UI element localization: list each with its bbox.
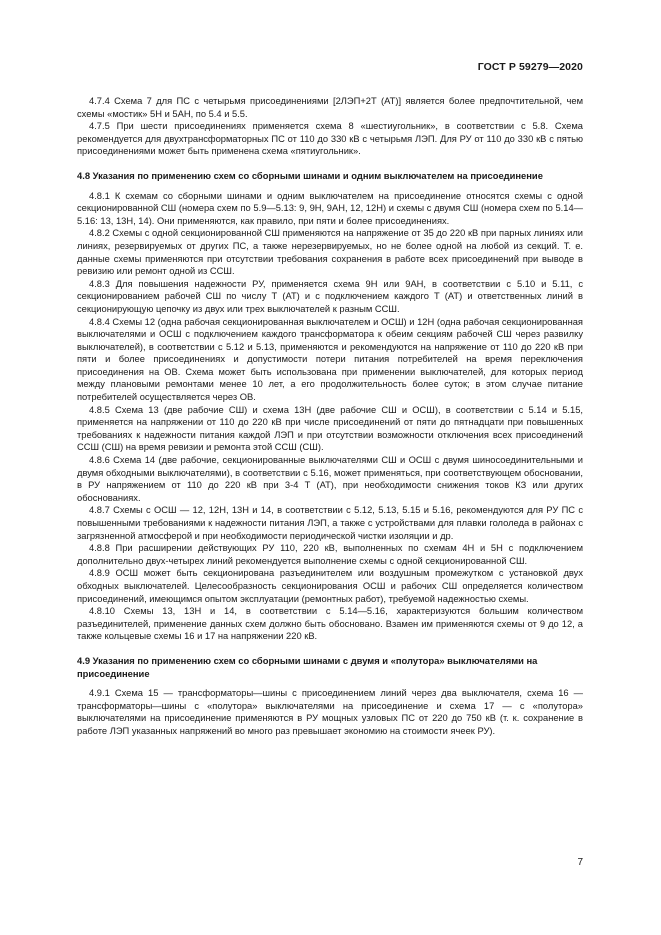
page-number: 7: [577, 857, 583, 868]
document-header-id: ГОСТ Р 59279—2020: [477, 61, 583, 73]
paragraph-4-8-1: 4.8.1 К схемам со сборными шинами и одним выключателем на присоединение относятся схемы с одной секционированной СШ (номера схем по 5.9—5.13: 9, 9Н, 9АН, 12, 12Н) и схемы с двумя СШ (номера схем по 5.14—5.16: 13, 13Н, 14). Они применяются, как правило, при пяти и более присоединениях.: [77, 190, 583, 226]
paragraph-4-8-2: 4.8.2 Схемы с одной секционированной СШ применяются на напряжение от 35 до 220 кВ при парных линиях или линиях, резервируемых от других ПС, а также нерезервируемых, но не более одной на любой из секций. Т. е. данные схемы применяются при отсутствии требования сохранения в работе всех присоединений при выводе в ревизию или ремонт одной из ССШ.: [77, 228, 583, 277]
section-heading-4-8: 4.8 Указания по применению схем со сборными шинами и одним выключателем на присоединение: [77, 169, 543, 181]
section-heading-4-9: 4.9 Указания по применению схем со сборными шинами с двумя и «полутора» выключателями на присоединение: [77, 654, 538, 679]
paragraph-4-8-10: 4.8.10 Схемы 13, 13Н и 14, в соответствии с 5.14—5.16, характеризуются большим количеством разъединителей, применение данных схем должно быть обосновано. Взамен им применяются схемы от 9 до 12, а также кольцевые схемы 16 и 17 на напряжении 220 кВ.: [77, 606, 583, 642]
paragraph-4-8-6: 4.8.6 Схема 14 (две рабочие, секционированные выключателями СШ и ОСШ с двумя шиносоединительными и двумя обходными выключателями), в соответствии с 5.16, может применяться, при соответствующем обосновании, в РУ напряжением от 110 до 220 кВ при 3-4 Т (АТ), при необходимости снижения токов КЗ или других обоснованиях.: [77, 455, 583, 503]
document-body: [77, 95, 583, 738]
paragraph-4-8-4: 4.8.4 Схемы 12 (одна рабочая секционированная выключателем и ОСШ) и 12Н (одна рабочая секционированная выключателями и ОСШ с подключением каждого трансформатора к обеим секциям рабочей СШ через развилку выключателей), в соответствии с 5.12 и 5.13, применяются и рекомендуются на напряжение от 110 до 220 кВ при пяти и более присоединениях и допустимости потери питания потребителей на время переключения присоединения на ОВ. Схема может быть использована при применении выключателей, для которых период между плановыми ремонтами менее 10 лет, а его продолжительность более суток; в этом случае питание потребителей осуществляется через ОВ.: [77, 316, 583, 403]
paragraph-4-9-1: 4.9.1 Схема 15 — трансформаторы—шины с присоединением линий через два выключателя, схема 16 — трансформаторы—шины с «полутора» выключателями на присоединение и схема 17 — с «полутора» выключателями на присоединение применяются в РУ мощных узловых ПС от 220 до 750 кВ (т. к. сохранение в работе ЛЭП указанных напряжений во много раз превышает экономию на стоимости ячеек РУ).: [77, 688, 583, 736]
paragraph-4-8-3: 4.8.3 Для повышения надежности РУ, применяется схема 9Н или 9АН, в соответствии с 5.10 и 5.11, с секционированием рабочей СШ по числу Т (АТ) и с подключением каждого Т (АТ) и ответственных линий в секционирующую цепочку из двух или трех выключателей к разным ССШ.: [77, 278, 583, 314]
paragraph-4-7-4: 4.7.4 Схема 7 для ПС с четырьмя присоединениями [2ЛЭП+2Т (АТ)] является более предпочтительной, чем схемы «мостик» 5Н и 5АН, по 5.4 и 5.5.: [77, 96, 583, 119]
paragraph-4-8-9: 4.8.9 ОСШ может быть секционирована разъединителем или воздушным промежутком с установкой двух обходных выключателей. Целесообразность секционирования ОСШ и рабочих СШ определяется количеством присоединений, имеющимся опытом эксплуатации (ремонтных работ), требуемой надежностью схемы.: [77, 568, 583, 604]
paragraph-4-8-5: 4.8.5 Схема 13 (две рабочие СШ) и схема 13Н (две рабочие СШ и ОСШ), в соответствии с 5.14 и 5.15, применяется на напряжении от 110 до 220 кВ при числе присоединений от пяти до пятнадцати при повышенных требованиях к надежности питания каждой ЛЭП и при отсутствии возможности отключения всех присоединений ССШ (СШ) на время ревизии и ремонта этой ССШ (СШ).: [77, 404, 583, 453]
paragraph-4-8-8: 4.8.8 При расширении действующих РУ 110, 220 кВ, выполненных по схемам 4Н и 5Н с подключением дополнительно двух-четырех линий рекомендуется выполнение схемы с одной секционированной СШ.: [77, 543, 583, 566]
paragraph-4-7-5: 4.7.5 При шести присоединениях применяется схема 8 «шестиугольник», в соответствии с 5.8. Схема рекомендуется для двухтрансформаторных ПС от 110 до 330 кВ с четырьмя ЛЭП. Для РУ от 110 до 330 кВ с пятью присоединениями может быть применена схема «пятиугольник».: [77, 121, 583, 157]
paragraph-4-8-7: 4.8.7 Схемы с ОСШ — 12, 12Н, 13Н и 14, в соответствии с 5.12, 5.13, 5.15 и 5.16, рекомендуются для РУ ПС с повышенными требованиями к надежности питания ЛЭП, а также с устройствами для плавки гололеда в районах с загрязненной атмосферой и при необходимости периодической чистки изоляции и др.: [77, 505, 583, 541]
